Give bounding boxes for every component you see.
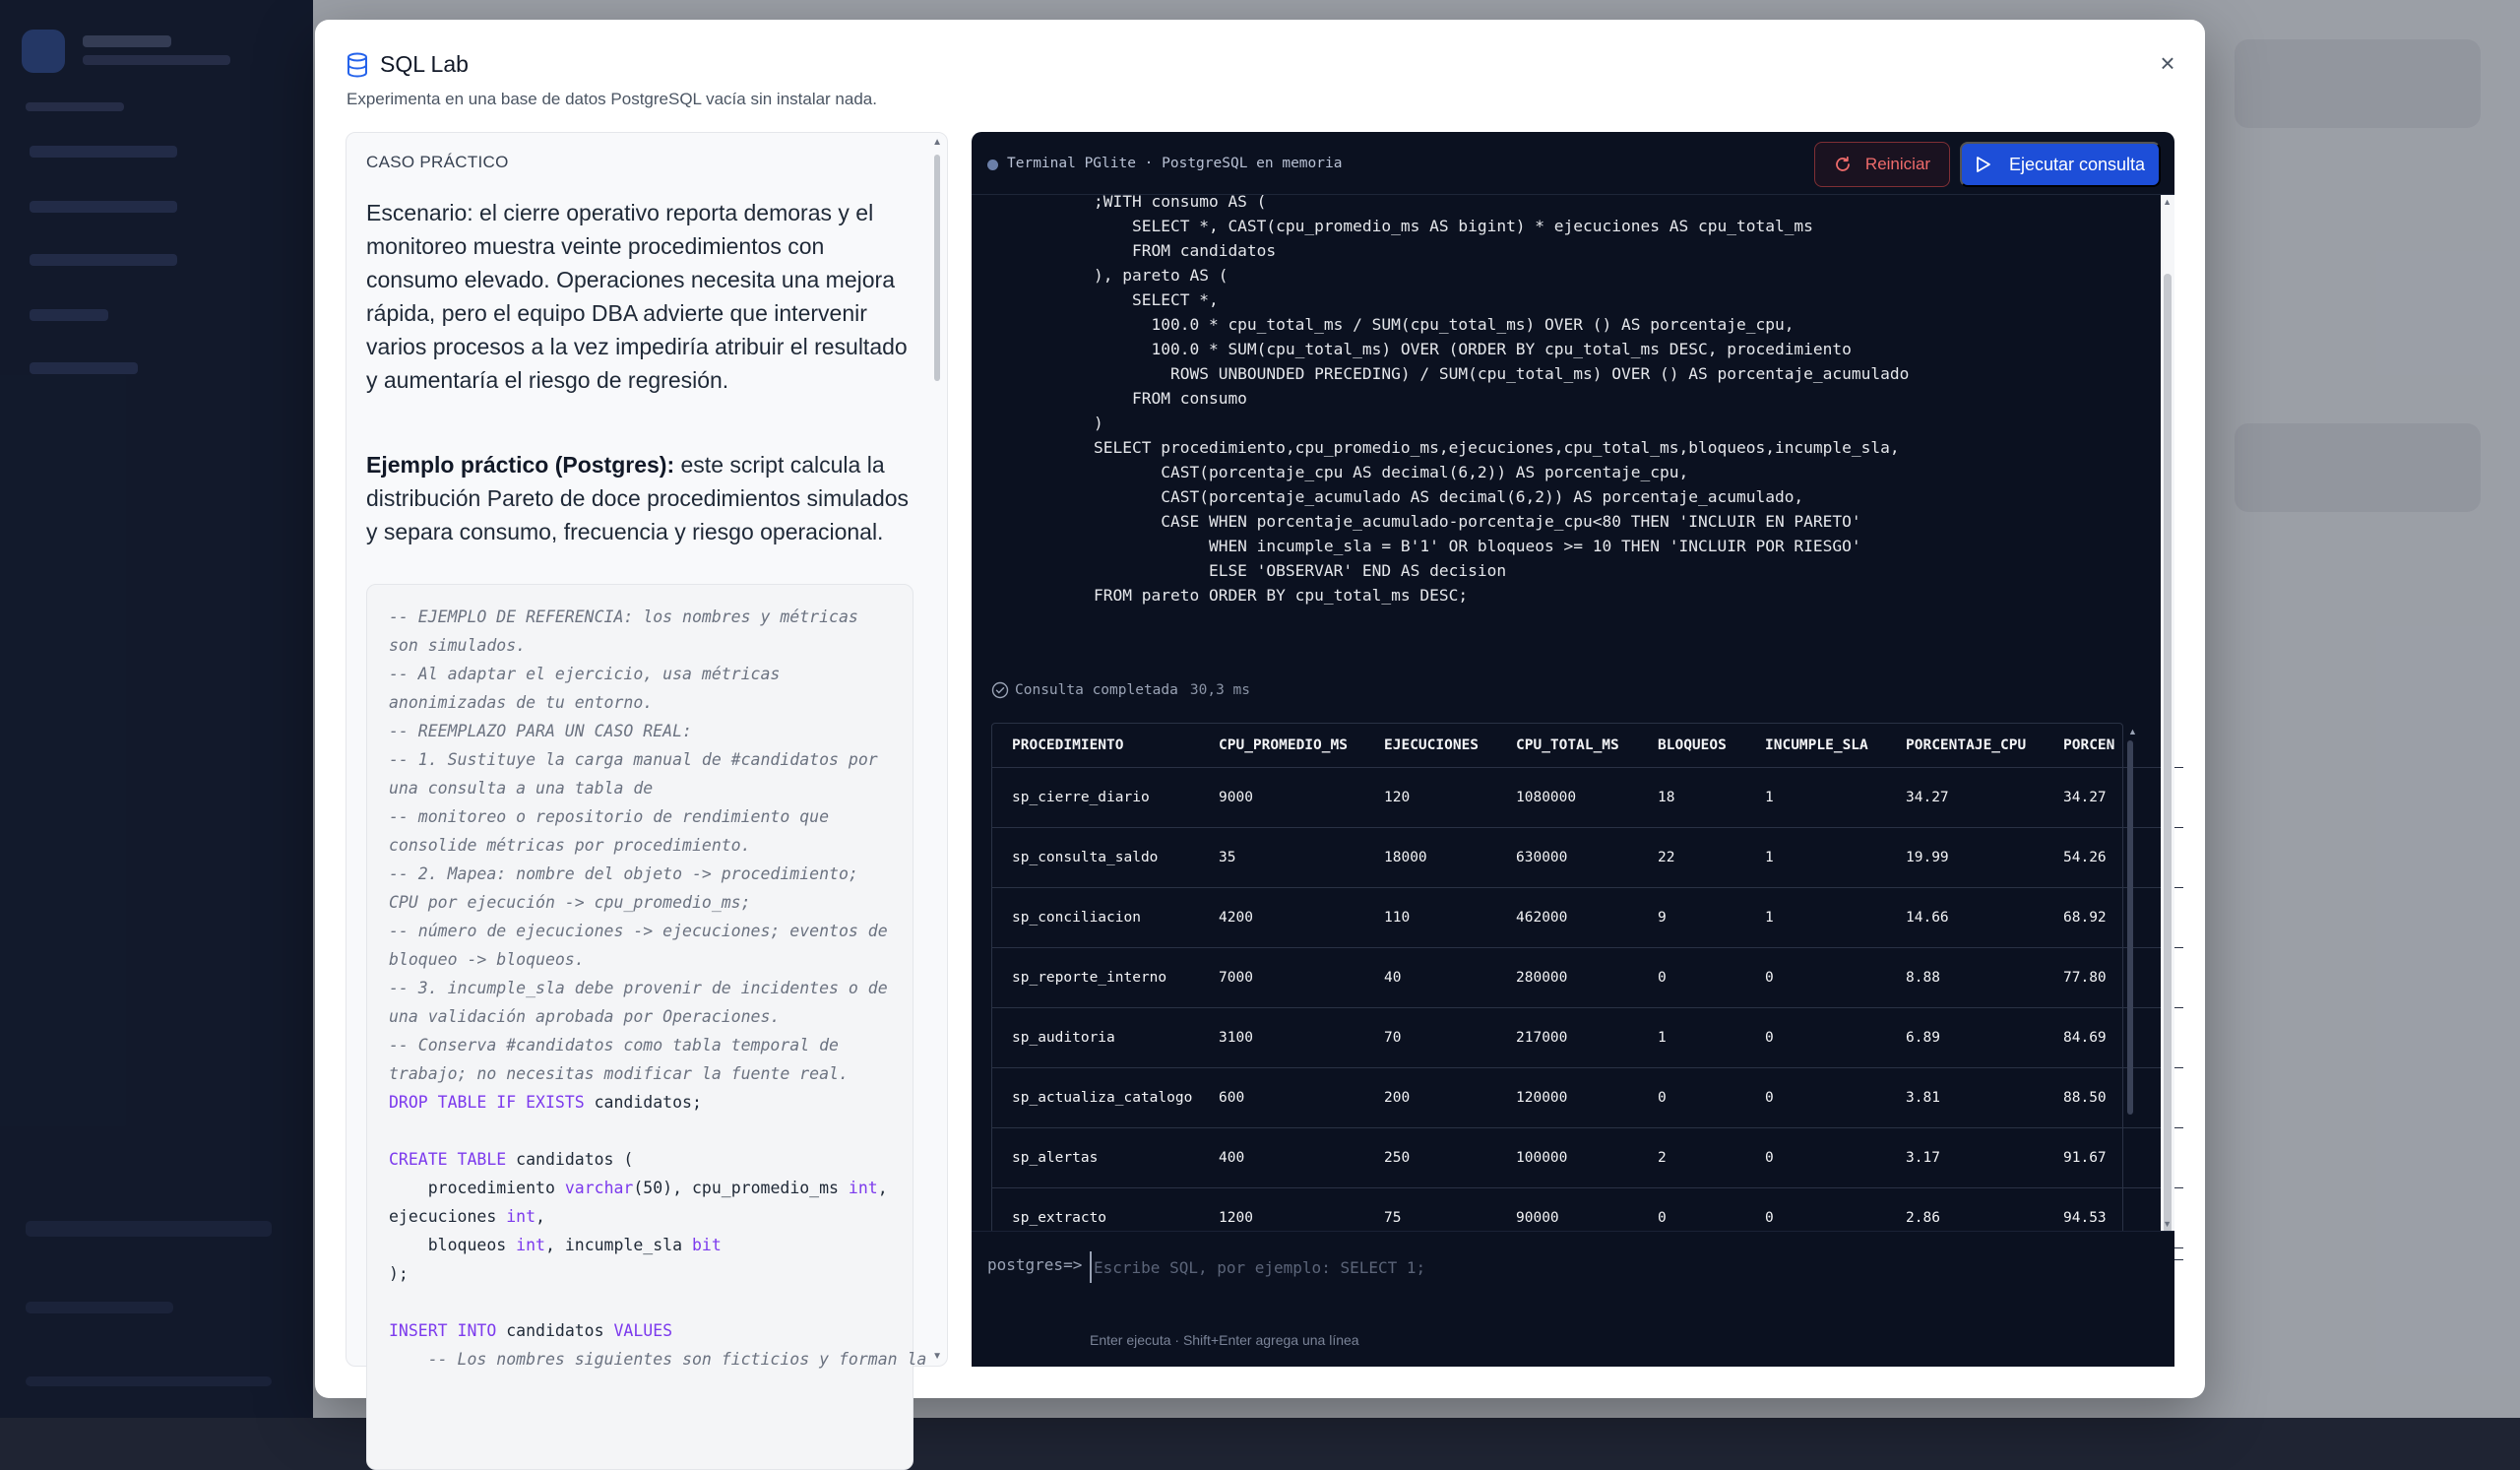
code-comment: -- Los nombres siguientes son ficticios y forman la xyxy=(389,1350,927,1369)
table-cell: 0 xyxy=(1745,1127,1886,1187)
code-comment: -- 1. Sustituye la carga manual de #candidatos por una consulta a una tabla de xyxy=(389,750,878,798)
table-cell: 1 xyxy=(1745,887,1886,947)
sql-terminal xyxy=(972,132,2174,1367)
table-cell: 91.67 xyxy=(2044,1127,2183,1187)
code-comment: -- 3. incumple_sla debe provenir de incidentes o de una validación aprobada por Operaciones. xyxy=(389,979,888,1026)
modal-subtitle: Experimenta en una base de datos PostgreSQL vacía sin instalar nada. xyxy=(346,90,877,108)
case-panel[interactable] xyxy=(346,132,948,1367)
table-row[interactable] xyxy=(992,887,2183,947)
table-cell: 120000 xyxy=(1496,1067,1638,1127)
table-cell: 14.66 xyxy=(1886,887,2044,947)
table-cell: 34.27 xyxy=(2044,767,2183,827)
sql-prompt: postgres=> xyxy=(987,1255,1083,1274)
table-cell: 250 xyxy=(1364,1127,1496,1187)
modal-header xyxy=(346,51,2174,130)
terminal-output[interactable] xyxy=(972,192,2174,1231)
table-cell: 9 xyxy=(1638,887,1745,947)
code-line xyxy=(389,1145,891,1174)
table-cell: sp_auditoria xyxy=(992,1007,1199,1067)
terminal-scroll-up-icon[interactable]: ▲ xyxy=(2163,197,2172,207)
close-button[interactable] xyxy=(2152,47,2183,79)
table-cell: 40 xyxy=(1364,947,1496,1007)
table-cell: 0 xyxy=(1638,947,1745,1007)
table-cell: 18 xyxy=(1638,767,1745,827)
reset-label: Reiniciar xyxy=(1864,155,1931,173)
code-keyword: CREATE TABLE xyxy=(389,1150,507,1169)
table-row[interactable] xyxy=(992,1127,2183,1187)
code-type: int xyxy=(516,1236,545,1254)
run-query-button[interactable] xyxy=(1960,142,2161,187)
table-cell: sp_conciliacion xyxy=(992,887,1199,947)
table-cell: 84.69 xyxy=(2044,1007,2183,1067)
table-cell: sp_consulta_saldo xyxy=(992,827,1199,887)
results-scroll-up-icon[interactable]: ▲ xyxy=(2128,727,2137,736)
query-status-text: Consulta completada xyxy=(1015,682,1178,698)
code-comment: -- Conserva #candidatos como tabla temporal de trabajo; no necesitas modificar la fuente real. xyxy=(389,1036,849,1083)
code-text: (50), cpu_promedio_ms xyxy=(633,1179,849,1197)
terminal-scroll-down-icon[interactable]: ▼ xyxy=(2163,1219,2172,1229)
table-cell: 8.88 xyxy=(1886,947,2044,1007)
table-cell: 120 xyxy=(1364,767,1496,827)
reset-button[interactable] xyxy=(1814,142,1950,187)
table-cell: 462000 xyxy=(1496,887,1638,947)
close-icon: × xyxy=(2160,47,2175,78)
code-text: candidatos xyxy=(496,1321,614,1340)
table-cell: 77.80 xyxy=(2044,947,2183,1007)
case-example xyxy=(366,448,914,548)
terminal-scrollbar[interactable] xyxy=(2161,195,2174,1231)
code-comment: -- número de ejecuciones -> ejecuciones; eventos de bloqueo -> bloqueos. xyxy=(389,922,888,969)
table-cell: 7000 xyxy=(1199,947,1364,1007)
table-cell: 3.17 xyxy=(1886,1127,2044,1187)
table-row[interactable] xyxy=(992,947,2183,1007)
table-cell: 88.50 xyxy=(2044,1067,2183,1127)
table-cell: 600 xyxy=(1199,1067,1364,1127)
results-table xyxy=(992,724,2183,1260)
table-cell: 2.86 xyxy=(1886,1187,2044,1247)
play-icon xyxy=(1976,156,1991,173)
code-line xyxy=(389,1231,891,1259)
table-cell: 400 xyxy=(1199,1127,1364,1187)
case-scrollbar-thumb[interactable] xyxy=(934,155,940,381)
code-text: , xyxy=(536,1207,545,1226)
code-text: candidatos; xyxy=(584,1093,702,1112)
table-cell: 18000 xyxy=(1364,827,1496,887)
case-label: CASO PRÁCTICO xyxy=(366,153,509,171)
column-header: INCUMPLE_SLA xyxy=(1745,724,1886,767)
results-header-row xyxy=(992,724,2183,767)
code-keyword: INSERT INTO xyxy=(389,1321,497,1340)
code-line xyxy=(389,1174,898,1231)
results-body xyxy=(992,767,2183,1259)
table-cell: 34.27 xyxy=(1886,767,2044,827)
column-header: PROCEDIMIENTO xyxy=(992,724,1199,767)
column-header: CPU_TOTAL_MS xyxy=(1496,724,1638,767)
terminal-title: Terminal PGlite · PostgreSQL en memoria xyxy=(1007,156,1343,171)
case-scenario: Escenario: el cierre operativo reporta demoras y el monitoreo muestra veinte procedimientos con consumo elevado. Operaciones necesita una mejora rápida, pero el equipo DBA advierte que intervenir varios procesos a la vez impediría atribuir el resultado y aumentaría el riesgo de regresión. xyxy=(366,200,908,393)
executed-sql: ;WITH consumo AS ( SELECT *, CAST(cpu_promedio_ms AS bigint) * ejecuciones AS cpu_total_ms FROM candidatos ), pareto AS ( SELECT *, 100.0 * cpu_total_ms / SUM(cpu_total_ms) OVER () AS porcentaje_cpu, 100.0 * SUM(cpu_total_ms) OVER (ORDER BY cpu_total_ms DESC, procedimiento ROWS UNBOUNDED PRECEDING) / SUM(cpu_total_ms) OVER () AS porcentaje_acumulado FROM consumo ) SELECT procedimiento,cpu_promedio_ms,ejecuciones,cpu_total_ms,bloqueos,incumple_sla, CAST(porcentaje_cpu AS decimal(6,2)) AS porcentaje_cpu, CAST(porcentaje_acumulado AS decimal(6,2)) AS porcentaje_acumulado, CASE WHEN porcentaje_acumulado-porcentaje_cpu<80 THEN 'INCLUIR EN PARETO' WHEN incumple_sla = B'1' OR bloqueos >= 10 THEN 'INCLUIR POR RIESGO' ELSE 'OBSERVAR' END AS decision FROM pareto ORDER BY cpu_total_ms DESC; xyxy=(1094,192,1910,605)
column-header: BLOQUEOS xyxy=(1638,724,1745,767)
code-type: int xyxy=(506,1207,536,1226)
table-cell: 94.53 xyxy=(2044,1187,2183,1247)
code-type: varchar xyxy=(564,1179,634,1197)
table-cell: 0 xyxy=(1745,1007,1886,1067)
check-circle-icon xyxy=(991,681,1009,699)
table-cell: sp_actualiza_catalogo xyxy=(992,1067,1199,1127)
terminal-scrollbar-thumb[interactable] xyxy=(2164,274,2172,1278)
table-cell: 9000 xyxy=(1199,767,1364,827)
table-cell: 2 xyxy=(1638,1127,1745,1187)
code-text: , ejecuciones xyxy=(389,1179,898,1226)
table-cell: 90000 xyxy=(1496,1187,1638,1247)
table-cell: sp_reporte_interno xyxy=(992,947,1199,1007)
code-blank xyxy=(389,1117,891,1145)
column-header: PORCEN xyxy=(2044,724,2183,767)
status-dot-icon xyxy=(987,160,998,170)
table-cell: 100000 xyxy=(1496,1127,1638,1187)
table-row[interactable] xyxy=(992,827,2183,887)
table-cell: 1080000 xyxy=(1496,767,1638,827)
column-header: CPU_PROMEDIO_MS xyxy=(1199,724,1364,767)
table-cell: 217000 xyxy=(1496,1007,1638,1067)
column-header: PORCENTAJE_CPU xyxy=(1886,724,2044,767)
table-cell: 6.89 xyxy=(1886,1007,2044,1067)
table-cell: 22 xyxy=(1638,827,1745,887)
code-keyword: VALUES xyxy=(613,1321,673,1340)
database-icon xyxy=(346,52,368,78)
table-cell: 280000 xyxy=(1496,947,1638,1007)
table-cell: 4200 xyxy=(1199,887,1364,947)
table-cell: 1 xyxy=(1638,1007,1745,1067)
code-text: procedimiento xyxy=(389,1179,565,1197)
table-cell: 70 xyxy=(1364,1007,1496,1067)
case-example-bold: Ejemplo práctico (Postgres): xyxy=(366,452,675,478)
table-cell: sp_extracto xyxy=(992,1187,1199,1247)
input-hint: Enter ejecuta · Shift+Enter agrega una línea xyxy=(1090,1332,1359,1348)
results-scrollbar-thumb[interactable] xyxy=(2127,740,2133,1115)
terminal-input-area xyxy=(972,1231,2174,1367)
table-cell: 110 xyxy=(1364,887,1496,947)
query-status xyxy=(991,681,1250,699)
sql-input[interactable] xyxy=(1090,1251,2133,1283)
sql-lab-modal xyxy=(315,20,2205,1398)
table-cell: 19.99 xyxy=(1886,827,2044,887)
table-cell: 0 xyxy=(1638,1187,1745,1247)
table-cell: 0 xyxy=(1745,947,1886,1007)
scroll-down-icon[interactable]: ▼ xyxy=(932,1351,942,1362)
table-cell: 75 xyxy=(1364,1187,1496,1247)
table-cell: 68.92 xyxy=(2044,887,2183,947)
code-text: bloqueos xyxy=(389,1236,517,1254)
code-comment: -- Al adaptar el ejercicio, usa métricas anonimizadas de tu entorno. xyxy=(389,665,781,712)
code-text: , incumple_sla xyxy=(544,1236,692,1254)
table-cell: 1200 xyxy=(1199,1187,1364,1247)
table-row[interactable] xyxy=(992,767,2183,827)
table-cell: sp_cierre_diario xyxy=(992,767,1199,827)
code-keyword: DROP TABLE IF EXISTS xyxy=(389,1093,585,1112)
code-comment: -- monitoreo o repositorio de rendimiento que consolide métricas por procedimiento. xyxy=(389,807,830,855)
table-cell: sp_alertas xyxy=(992,1127,1199,1187)
code-line: ); xyxy=(389,1264,409,1283)
code-type: bit xyxy=(691,1236,722,1254)
code-comment: -- REEMPLAZO PARA UN CASO REAL: xyxy=(389,722,692,740)
terminal-header xyxy=(972,132,2174,195)
table-cell: 0 xyxy=(1745,1067,1886,1127)
code-comment: -- EJEMPLO DE REFERENCIA: los nombres y métricas son simulados. xyxy=(389,607,858,655)
table-cell: 1 xyxy=(1745,767,1886,827)
code-comment: -- 2. Mapea: nombre del objeto -> procedimiento; CPU por ejecución -> cpu_promedio_ms; xyxy=(389,864,858,912)
table-cell: 3100 xyxy=(1199,1007,1364,1067)
query-status-time: 30,3 ms xyxy=(1189,682,1250,698)
table-cell: 0 xyxy=(1638,1067,1745,1127)
code-blank xyxy=(389,1288,891,1316)
modal-title: SQL Lab xyxy=(380,51,469,77)
code-text: candidatos ( xyxy=(506,1150,634,1169)
run-query-label: Ejecutar consulta xyxy=(2008,154,2146,174)
code-type: int xyxy=(848,1179,878,1197)
table-cell: 3.81 xyxy=(1886,1067,2044,1127)
example-code-block[interactable] xyxy=(366,584,927,1470)
results-table-container[interactable] xyxy=(991,723,2123,1259)
table-row[interactable] xyxy=(992,1007,2183,1067)
code-line xyxy=(389,1316,891,1345)
table-row[interactable] xyxy=(992,1067,2183,1127)
table-cell: 1 xyxy=(1745,827,1886,887)
scroll-up-icon[interactable]: ▲ xyxy=(932,137,942,148)
refresh-icon xyxy=(1834,156,1852,173)
case-example-text: este script calcula la distribución Pareto de doce procedimientos simulados y separa consumo, frecuencia y riesgo operacional. xyxy=(366,452,910,544)
column-header: EJECUCIONES xyxy=(1364,724,1496,767)
table-cell: 0 xyxy=(1745,1187,1886,1247)
table-cell: 630000 xyxy=(1496,827,1638,887)
code-line xyxy=(389,1088,891,1117)
table-cell: 200 xyxy=(1364,1067,1496,1127)
table-cell: 54.26 xyxy=(2044,827,2183,887)
table-cell: 35 xyxy=(1199,827,1364,887)
